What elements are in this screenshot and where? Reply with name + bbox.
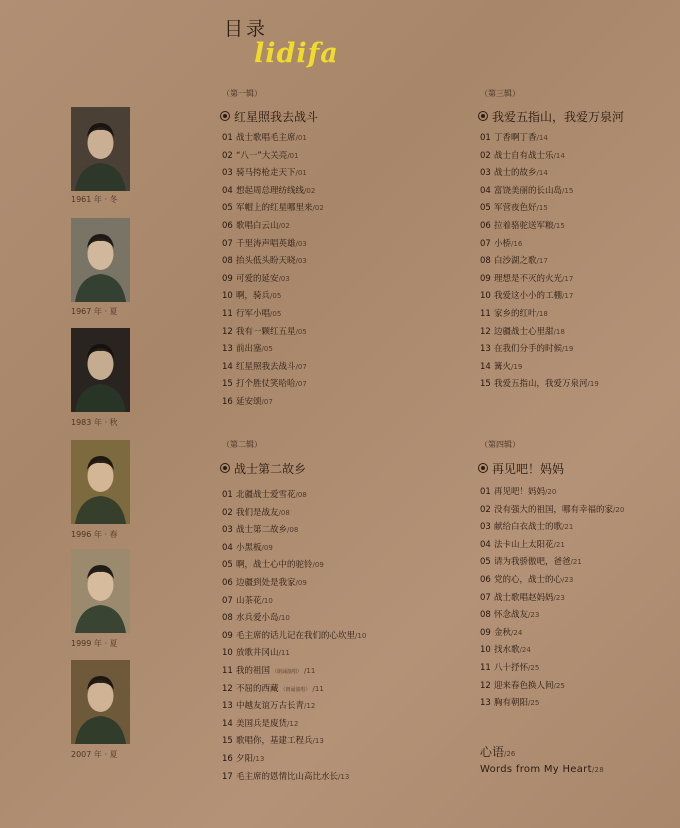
entry-title: 骑马挎枪走天下 — [236, 168, 296, 179]
portrait-photo — [71, 328, 130, 412]
entry-number: 02 — [480, 504, 491, 515]
entry-page: /01 — [295, 169, 307, 178]
entry-page: /19 — [562, 345, 574, 354]
entry-page: /03 — [295, 239, 307, 248]
entry-page: /12 — [304, 702, 316, 711]
photo-caption: 2007 年 · 夏 — [71, 750, 118, 759]
toc-entry — [480, 237, 599, 255]
entry-number: 04 — [480, 539, 491, 550]
entry-page: /05 — [295, 327, 307, 336]
entry-title: 小黑板 — [236, 542, 262, 553]
entry-title: 我的祖国 — [236, 665, 271, 676]
toc-entry — [480, 503, 624, 521]
portrait-icon — [71, 440, 130, 524]
entry-title: 献给白衣战士的歌 — [494, 522, 563, 533]
toc-entry — [480, 608, 624, 626]
entry-number: 05 — [480, 557, 491, 568]
entry-page: /13 — [253, 754, 265, 763]
entry-note: （朗诵演唱） — [272, 668, 303, 675]
entry-title: 打个胜仗笑哈哈 — [236, 379, 296, 390]
entry-page: /15 — [553, 221, 565, 230]
section-3-list — [480, 131, 599, 395]
entry-page: /17 — [562, 292, 574, 301]
entry-number: 15 — [480, 379, 491, 390]
section-2-title — [220, 460, 306, 477]
entry-page: /14 — [536, 134, 548, 142]
entry-number: 14 — [480, 361, 491, 372]
entry-page: /10 — [261, 596, 273, 605]
entry-page: /05 — [270, 292, 282, 301]
entry-page: /01 — [287, 151, 299, 160]
entry-number: 03 — [480, 168, 491, 179]
toc-entry — [222, 629, 366, 647]
entry-page: /20 — [613, 505, 625, 514]
toc-entry — [222, 237, 324, 255]
toc-entry — [480, 679, 624, 697]
section-1-title-text: 红星照我去战斗 — [234, 110, 319, 124]
entry-title: 胸有朝阳 — [494, 698, 529, 709]
entry-title: 中越友谊万古长青 — [236, 701, 305, 712]
entry-page: /11 — [278, 649, 290, 658]
toc-entry — [222, 541, 366, 559]
entry-number: 08 — [480, 610, 491, 621]
entry-page: /14 — [553, 151, 565, 160]
entry-title: 边疆战士心里甜 — [494, 326, 554, 337]
entry-title: 我有一颗红五星 — [236, 326, 296, 337]
entry-number: 05 — [222, 203, 233, 214]
toc-entry — [222, 149, 324, 167]
entry-title: 篝火 — [494, 361, 512, 372]
entry-title: “八一”大关亮 — [236, 150, 288, 161]
toc-entry — [222, 201, 324, 219]
toc-entry — [480, 254, 599, 272]
entry-number: 01 — [480, 133, 491, 143]
entry-title: 理想是不灭的火光 — [494, 273, 563, 284]
section-3-title-text: 我爱五指山，我爱万泉河 — [492, 110, 625, 124]
toc-entry — [222, 682, 366, 700]
entry-number: 05 — [480, 203, 491, 214]
entry-page: /17 — [562, 274, 574, 283]
entry-page: /08 — [287, 526, 299, 535]
entry-title: 放歌井冈山 — [236, 648, 279, 659]
toc-entry — [480, 520, 624, 538]
entry-page: /07 — [295, 362, 307, 371]
entry-page: /09 — [261, 543, 273, 552]
toc-entry — [480, 184, 599, 202]
entry-title: 党的心，战士的心 — [494, 574, 563, 585]
entry-page: /23 — [553, 593, 565, 602]
toc-entry — [480, 289, 599, 307]
coda-title: 心语 — [480, 745, 505, 759]
toc-entry — [222, 184, 324, 202]
photo-caption: 1983 年 · 秋 — [71, 418, 118, 427]
entry-title: 战士第二故乡 — [236, 525, 288, 536]
toc-entry — [480, 538, 624, 556]
entry-title: 夕阳 — [236, 753, 254, 764]
toc-entry — [222, 488, 366, 506]
toc-entry — [480, 307, 599, 325]
entry-page: /02 — [312, 204, 324, 213]
toc-entry — [222, 611, 366, 629]
toc-entry — [480, 377, 599, 395]
entry-title: 战士的故乡 — [494, 168, 537, 179]
toc-entry — [480, 201, 599, 219]
entry-page: /21 — [553, 540, 565, 549]
entry-title: 行军小唱 — [236, 308, 271, 319]
toc-entry — [480, 219, 599, 237]
entry-page: /14 — [536, 169, 548, 178]
portrait-icon — [71, 328, 130, 412]
entry-page: /24 — [519, 646, 531, 655]
entry-title: 拉着骆驼送军粮 — [494, 220, 554, 231]
entry-page: /25 — [528, 663, 540, 672]
section-2-label: （第二辑） — [222, 440, 262, 449]
entry-page: /03 — [295, 257, 307, 266]
entry-title: 北疆战士爱雪花 — [236, 490, 296, 500]
entry-page: /19 — [511, 362, 523, 371]
entry-page: /10 — [278, 614, 290, 623]
entry-number: 08 — [222, 613, 233, 624]
entry-title: 想起周总理纺线线 — [236, 185, 305, 196]
entry-number: 02 — [222, 507, 233, 518]
entry-title: 歌唱白云山 — [236, 220, 279, 231]
entry-number: 03 — [480, 522, 491, 533]
toc-entry — [222, 646, 366, 664]
section-4-label: （第四辑） — [480, 440, 520, 449]
entry-page: /11 — [304, 666, 316, 675]
coda-heart-words — [480, 743, 515, 760]
entry-page: /18 — [553, 327, 565, 336]
entry-number: 12 — [480, 680, 491, 691]
entry-page: /05 — [261, 345, 273, 354]
entry-number: 06 — [480, 220, 491, 231]
entry-title: 前出塞 — [236, 344, 262, 355]
entry-number: 12 — [222, 683, 233, 694]
entry-page: /13 — [338, 772, 350, 781]
toc-entry — [480, 485, 624, 503]
toc-entry — [480, 626, 624, 644]
entry-title: 红星照我去战斗 — [236, 361, 296, 372]
entry-title: 啊，骑兵 — [236, 291, 271, 302]
entry-title: 我爱五指山，我爱万泉河 — [494, 379, 588, 390]
entry-title: 延安颂 — [236, 396, 262, 407]
entry-number: 09 — [480, 627, 491, 638]
entry-number: 11 — [480, 662, 491, 673]
entry-number: 10 — [480, 645, 491, 656]
entry-number: 12 — [222, 326, 233, 337]
section-4-title-text: 再见吧！妈妈 — [492, 462, 565, 476]
entry-title: 毛主席的话儿记在我们的心坎里 — [236, 630, 356, 641]
entry-number: 04 — [480, 185, 491, 196]
entry-title: 可爱的延安 — [236, 273, 279, 284]
entry-number: 09 — [480, 273, 491, 284]
toc-entry — [480, 342, 599, 360]
entry-page: /09 — [295, 578, 307, 587]
bullet-icon — [478, 463, 488, 473]
entry-title: 找水歌 — [494, 645, 520, 656]
toc-entry — [222, 131, 324, 149]
entry-page: /10 — [355, 631, 367, 640]
entry-number: 07 — [480, 592, 491, 603]
toc-entry — [480, 555, 624, 573]
toc-entry — [222, 558, 366, 576]
entry-page: /21 — [570, 558, 582, 567]
coda-english-title: Words from My Heart — [480, 764, 592, 775]
toc-entry — [222, 377, 324, 395]
entry-page: /08 — [278, 508, 290, 517]
toc-entry — [480, 573, 624, 591]
toc-entry — [480, 166, 599, 184]
toc-entry — [480, 149, 599, 167]
entry-page: /12 — [287, 719, 299, 728]
toc-entry — [222, 307, 324, 325]
entry-number: 08 — [222, 256, 233, 267]
entry-title: 请为我骄傲吧，爸爸 — [494, 557, 571, 568]
toc-entry — [222, 594, 366, 612]
portrait-icon — [71, 660, 130, 744]
entry-number: 03 — [222, 525, 233, 536]
entry-page: /16 — [511, 239, 523, 248]
section-4-list — [480, 485, 624, 714]
entry-title: 边疆到处是我家 — [236, 577, 296, 588]
entry-title: 不屈的西藏 — [236, 683, 279, 694]
toc-entry — [480, 661, 624, 679]
entry-number: 15 — [222, 379, 233, 390]
toc-entry — [222, 289, 324, 307]
portrait-photo — [71, 440, 130, 524]
photo-caption: 1967 年 · 夏 — [71, 307, 118, 316]
entry-number: 01 — [222, 133, 233, 143]
toc-entry — [222, 734, 366, 752]
entry-title: 我爱这小小的工棚 — [494, 291, 563, 302]
entry-number: 04 — [222, 185, 233, 196]
entry-page: /11 — [312, 684, 324, 693]
signature-logo: lidifa — [254, 38, 339, 69]
entry-title: 战士歌唱毛主席 — [236, 133, 296, 143]
toc-entry — [480, 643, 624, 661]
entry-title: 军帽上的红星哪里来 — [236, 203, 313, 214]
portrait-icon — [71, 549, 130, 633]
toc-entry — [222, 272, 324, 290]
entry-page: /15 — [536, 204, 548, 213]
entry-title: 家乡的红叶 — [494, 308, 537, 319]
portrait-icon — [71, 107, 130, 191]
section-2-title-text: 战士第二故乡 — [234, 462, 307, 476]
toc-entry — [222, 752, 366, 770]
photo-caption: 1996 年 · 春 — [71, 530, 118, 539]
entry-page: /18 — [536, 309, 548, 318]
entry-number: 10 — [480, 291, 491, 302]
entry-title: 怀念战友 — [494, 610, 529, 621]
toc-entry — [222, 254, 324, 272]
toc-entry — [222, 523, 366, 541]
entry-page: /13 — [312, 737, 324, 746]
toc-entry — [480, 591, 624, 609]
entry-page: /20 — [545, 488, 557, 496]
entry-number: 11 — [480, 308, 491, 319]
bullet-icon — [478, 111, 488, 121]
entry-page: /02 — [278, 221, 290, 230]
entry-title: 小桥 — [494, 238, 512, 249]
entry-page: /19 — [587, 380, 599, 389]
coda-page: /26 — [504, 750, 516, 758]
toc-entry — [222, 699, 366, 717]
entry-number: 07 — [222, 238, 233, 249]
toc-entry — [222, 166, 324, 184]
toc-entry — [222, 360, 324, 378]
toc-entry — [222, 506, 366, 524]
toc-entry — [222, 664, 366, 682]
entry-number: 13 — [480, 344, 491, 355]
entry-title: 金秋 — [494, 627, 512, 638]
entry-number: 13 — [480, 698, 491, 709]
entry-number: 08 — [480, 256, 491, 267]
entry-number: 07 — [222, 595, 233, 606]
photo-caption: 1961 年 · 冬 — [71, 195, 118, 204]
entry-number: 10 — [222, 291, 233, 302]
entry-title: 丁香啊丁香 — [494, 133, 537, 143]
portrait-photo — [71, 107, 130, 191]
entry-title: 美国兵是废货 — [236, 718, 288, 729]
entry-page: /02 — [304, 186, 316, 195]
section-2-list — [222, 488, 366, 787]
entry-title: 水兵爱小岛 — [236, 613, 279, 624]
section-1-list — [222, 131, 324, 413]
entry-number: 12 — [480, 326, 491, 337]
entry-title: 歌唱你，基建工程兵 — [236, 736, 313, 747]
entry-number: 09 — [222, 630, 233, 641]
entry-title: 军营夜色好 — [494, 203, 537, 214]
entry-number: 06 — [222, 220, 233, 231]
entry-number: 05 — [222, 560, 233, 571]
entry-number: 17 — [222, 771, 233, 782]
section-3-label: （第三辑） — [480, 89, 520, 98]
entry-page: /07 — [261, 397, 273, 406]
entry-number: 16 — [222, 753, 233, 764]
portrait-photo — [71, 549, 130, 633]
entry-title: 再见吧！妈妈 — [494, 487, 546, 497]
entry-number: 13 — [222, 344, 233, 355]
entry-page: /07 — [295, 380, 307, 389]
entry-number: 14 — [222, 361, 233, 372]
entry-page: /23 — [528, 611, 540, 620]
toc-title: 目录 — [224, 18, 269, 40]
entry-page: /09 — [312, 561, 324, 570]
toc-entry — [480, 360, 599, 378]
toc-entry — [480, 272, 599, 290]
entry-number: 01 — [480, 487, 491, 497]
entry-title: 抬头低头盼天晓 — [236, 256, 296, 267]
entry-number: 15 — [222, 736, 233, 747]
portrait-photo — [71, 660, 130, 744]
photo-caption: 1999 年 · 夏 — [71, 639, 118, 648]
bullet-icon — [220, 463, 230, 473]
entry-page: /23 — [562, 575, 574, 584]
entry-number: 09 — [222, 273, 233, 284]
entry-title: 啊，战士心中的驼铃 — [236, 560, 313, 571]
entry-number: 03 — [222, 168, 233, 179]
entry-page: /01 — [295, 134, 307, 142]
entry-number: 01 — [222, 490, 233, 500]
entry-number: 11 — [222, 665, 233, 676]
portrait-icon — [71, 218, 130, 302]
entry-title: 在我们分手的时候 — [494, 344, 563, 355]
entry-number: 07 — [480, 238, 491, 249]
entry-page: /25 — [553, 681, 565, 690]
coda-english-page: /28 — [591, 766, 604, 774]
section-4-title — [478, 460, 564, 477]
entry-page: /05 — [270, 309, 282, 318]
entry-page: /25 — [528, 699, 540, 708]
toc-entry — [222, 395, 324, 413]
coda-english — [480, 764, 604, 775]
section-1-label: （第一辑） — [222, 89, 262, 98]
entry-page: /24 — [511, 628, 523, 637]
entry-title: 白沙湖之歌 — [494, 256, 537, 267]
entry-number: 02 — [480, 150, 491, 161]
entry-number: 16 — [222, 396, 233, 407]
toc-entry — [222, 576, 366, 594]
entry-title: 战士歌唱赵妈妈 — [494, 592, 554, 603]
section-3-title — [478, 108, 624, 125]
entry-title: 山茶花 — [236, 595, 262, 606]
entry-page: /17 — [536, 257, 548, 266]
toc-entry — [222, 717, 366, 735]
entry-title: 毛主席的恩情比山高比水长 — [236, 771, 339, 782]
entry-page: /15 — [562, 186, 574, 195]
bullet-icon — [220, 111, 230, 121]
entry-number: 11 — [222, 308, 233, 319]
entry-number: 02 — [222, 150, 233, 161]
entry-number: 10 — [222, 648, 233, 659]
entry-title: 八十抒怀 — [494, 662, 529, 673]
entry-number: 06 — [480, 574, 491, 585]
entry-title: 迎来春色换人间 — [494, 680, 554, 691]
entry-number: 06 — [222, 577, 233, 588]
entry-page: /08 — [295, 491, 307, 499]
entry-title: 战士自有战士乐 — [494, 150, 554, 161]
entry-title: 没有强大的祖国，哪有幸福的家 — [494, 504, 614, 515]
toc-entry — [480, 131, 599, 149]
toc-entry — [222, 770, 366, 788]
entry-page: /03 — [278, 274, 290, 283]
entry-title: 我们是战友 — [236, 507, 279, 518]
entry-page: /21 — [562, 523, 574, 532]
entry-number: 04 — [222, 542, 233, 553]
entry-note: （朗诵演唱） — [280, 686, 311, 693]
entry-title: 富饶美丽的长山岛 — [494, 185, 563, 196]
toc-entry — [480, 696, 624, 714]
entry-number: 13 — [222, 701, 233, 712]
section-1-title — [220, 108, 318, 125]
toc-entry — [222, 325, 324, 343]
toc-entry — [222, 219, 324, 237]
portrait-photo — [71, 218, 130, 302]
entry-title: 法卡山上太阳花 — [494, 539, 554, 550]
entry-title: 千里涛声唱英雄 — [236, 238, 296, 249]
toc-entry — [480, 325, 599, 343]
toc-entry — [222, 342, 324, 360]
entry-number: 14 — [222, 718, 233, 729]
